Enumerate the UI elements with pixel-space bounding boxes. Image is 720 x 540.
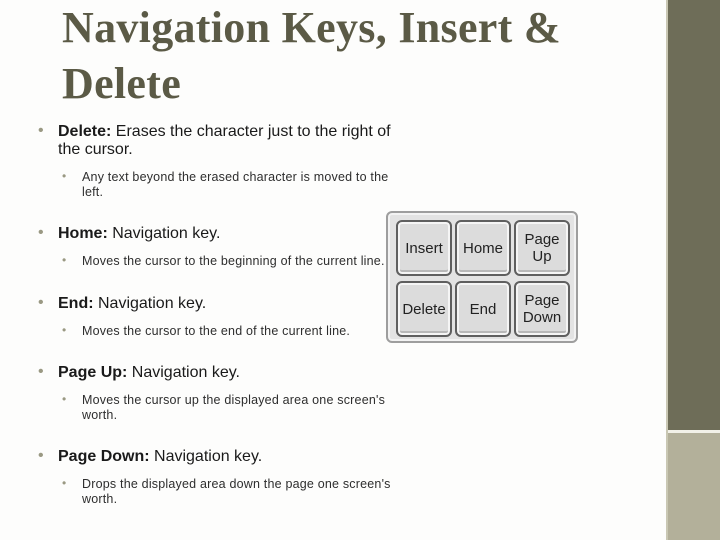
- sub-bullet-dot-icon: •: [62, 392, 67, 406]
- sub-bullet-line: [62, 324, 398, 339]
- bullet-term: Home:: [58, 225, 108, 242]
- sub-bullet-line: [62, 254, 398, 269]
- sub-bullet-text: Any text beyond the erased character is moved to the left.: [82, 170, 389, 199]
- sub-bullet-dot-icon: •: [62, 169, 67, 183]
- home-key: Home: [455, 220, 511, 276]
- sub-bullet-dot-icon: •: [62, 322, 67, 337]
- bullet-dot-icon: •: [38, 447, 44, 464]
- bullet-dot-icon: •: [38, 293, 44, 311]
- bullet-list: [38, 123, 398, 506]
- end-key: End: [455, 281, 511, 337]
- bullet-dot-icon: •: [38, 122, 44, 139]
- sub-bullet-line: [62, 170, 398, 199]
- slide-title: Navigation Keys, Insert & Delete: [62, 3, 561, 108]
- bullet-term: Page Down:: [58, 448, 150, 465]
- bullet-line: [38, 448, 398, 466]
- bullet-line: [38, 123, 398, 159]
- bullet-term: Delete:: [58, 123, 112, 140]
- bullet-text: Navigation key.: [127, 364, 240, 381]
- bullet-term: End:: [58, 294, 94, 312]
- bullet-text: Navigation key.: [107, 225, 221, 242]
- right-band-lower-block: [668, 430, 720, 540]
- bullet-line: [38, 364, 398, 382]
- bullet-item-delete: [38, 123, 398, 199]
- sub-bullet-line: [62, 393, 398, 422]
- sub-bullet-text: Drops the displayed area down the page one screen's worth.: [82, 477, 391, 506]
- sub-bullet-dot-icon: •: [62, 476, 67, 490]
- insert-key: Insert: [396, 220, 452, 276]
- sub-bullet-line: [62, 477, 398, 506]
- navigation-keypad-image: [386, 211, 578, 343]
- sub-bullet-text: Moves the cursor to the end of the current line.: [82, 323, 351, 338]
- bullet-text: Navigation key.: [93, 294, 207, 312]
- sub-bullet-dot-icon: •: [62, 253, 67, 267]
- bullet-item-page-up: [38, 364, 398, 422]
- bullet-dot-icon: •: [38, 363, 44, 380]
- bullet-text: Navigation key.: [149, 448, 263, 465]
- bullet-item-home: [38, 225, 398, 269]
- bullet-line: [38, 225, 398, 243]
- bullet-line: [38, 295, 398, 313]
- sub-bullet-text: Moves the cursor up the displayed area one screen's worth.: [82, 393, 386, 422]
- page-up-key: Page Up: [514, 220, 570, 276]
- delete-key: Delete: [396, 281, 452, 337]
- page-down-key: Page Down: [514, 281, 570, 337]
- bullet-item-page-down: [38, 448, 398, 506]
- bullet-item-end: [38, 295, 398, 339]
- bullet-text: Erases the character just to the right of the cursor.: [58, 123, 391, 158]
- bullet-dot-icon: •: [38, 224, 44, 241]
- bullet-term: Page Up:: [58, 364, 128, 381]
- sub-bullet-text: Moves the cursor to the beginning of the current line.: [82, 254, 385, 268]
